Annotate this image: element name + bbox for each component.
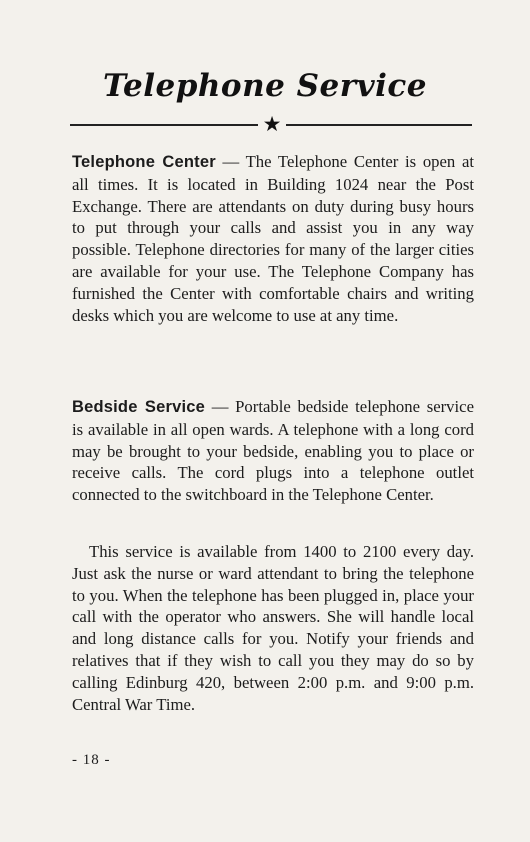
telephone-center-body: The Telephone Center is open at all times. It is located in Building 1024 near the Post Exchange. There are attendants on duty during busy hours to put through your calls and assist you in any way possible. Telephone directories for many of the larger cities are available for your use. The Telephone Company has furnished the Center with comfortable chairs and writing desks which you are welcome to use at any time. <box>72 152 474 325</box>
page-title: Telephone Service <box>102 68 427 104</box>
heading-dash: — <box>215 152 246 171</box>
divider-line-right <box>286 124 472 126</box>
star-icon: ★ <box>262 112 282 136</box>
telephone-center-paragraph <box>72 151 474 326</box>
page-number: - 18 - <box>72 752 111 768</box>
divider-line-left <box>70 124 258 126</box>
bedside-service-paragraph <box>72 396 474 506</box>
bedside-service-heading: Bedside Service <box>72 398 206 416</box>
telephone-center-heading: Telephone Center <box>72 153 216 171</box>
bedside-service-body: Portable bedside telephone service is available in all open wards. A telephone with a long cord may be brought to your bedside, enabling you to place or receive calls. The cord plugs into a telephone outlet connected to the switchboard in the Telephone Center. <box>72 397 474 505</box>
service-hours-paragraph: This service is available from 1400 to 2100 every day. Just ask the nurse or ward attendant to bring the telephone to you. When the telephone has been plugged in, place your call with the operator who answers. She will handle local and long distance calls for you. Notify your friends and relatives that if they wish to call you they may do so by calling Edinburg 420, between 2:00 p.m. and 9:00 p.m. Central War Time. <box>72 542 474 714</box>
heading-dash: — <box>205 397 236 416</box>
